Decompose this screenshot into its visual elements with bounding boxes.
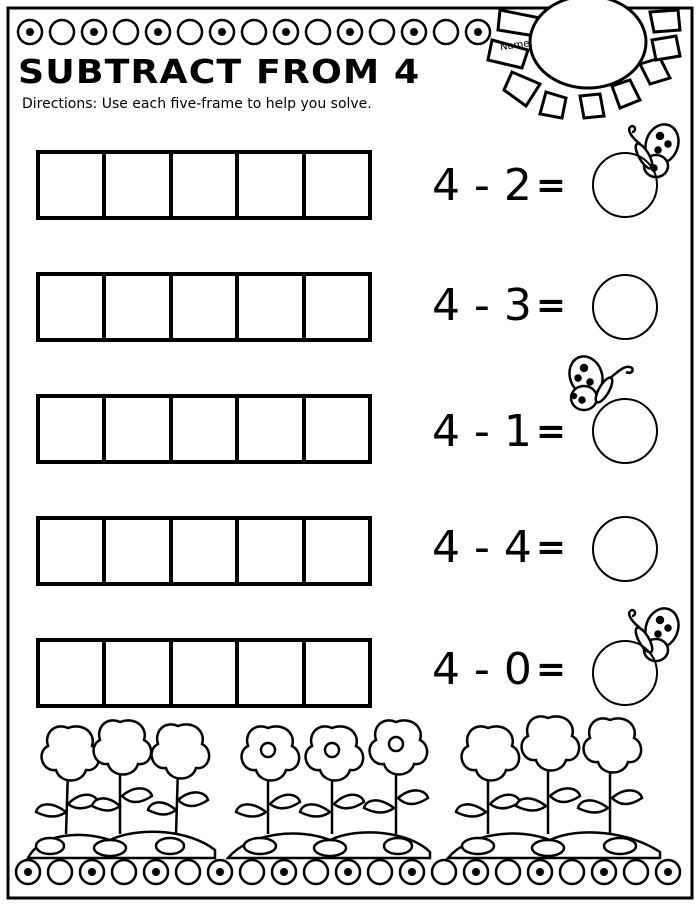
minus-sign: - xyxy=(474,280,490,331)
flower-icon xyxy=(456,726,520,834)
sun-icon xyxy=(488,0,680,118)
five-frame-cell[interactable] xyxy=(239,520,305,582)
subtrahend: 3 xyxy=(503,280,532,331)
subtrahend: 2 xyxy=(503,160,532,211)
minuend: 4 xyxy=(432,280,460,331)
subtrahend: 0 xyxy=(503,644,532,695)
five-frame[interactable] xyxy=(36,272,372,342)
five-frame-cell[interactable] xyxy=(173,154,239,216)
name-label: Name: xyxy=(499,37,534,54)
five-frame-cell[interactable] xyxy=(106,154,172,216)
equation xyxy=(432,640,582,700)
five-frame-cell[interactable] xyxy=(239,276,305,338)
flower-icon xyxy=(236,726,300,834)
minuend: 4 xyxy=(432,160,460,211)
minuend: 4 xyxy=(432,406,460,457)
minus-sign: - xyxy=(474,522,490,573)
top-circle-border-icon xyxy=(18,20,490,44)
subtrahend: 1 xyxy=(503,406,532,457)
flower-icon xyxy=(300,726,364,834)
five-frame-cell[interactable] xyxy=(173,520,239,582)
five-frame-cell[interactable] xyxy=(239,642,305,704)
equals-sign: = xyxy=(535,649,567,690)
five-frame[interactable] xyxy=(36,516,372,586)
minuend: 4 xyxy=(432,522,460,573)
flower-icon xyxy=(148,724,209,834)
minuend: 4 xyxy=(432,644,460,695)
five-frame-cell[interactable] xyxy=(306,520,368,582)
equals-sign: = xyxy=(535,285,567,326)
five-frame-cell[interactable] xyxy=(173,642,239,704)
five-frame-cell[interactable] xyxy=(306,276,368,338)
five-frame-cell[interactable] xyxy=(40,520,106,582)
equation xyxy=(432,518,582,578)
flower-icon xyxy=(36,726,99,834)
five-frame[interactable] xyxy=(36,638,372,708)
five-frame-cell[interactable] xyxy=(239,398,305,460)
five-frame-cell[interactable] xyxy=(40,642,106,704)
answer-circle[interactable] xyxy=(592,274,658,340)
answer-circle[interactable] xyxy=(592,398,658,464)
five-frame-cell[interactable] xyxy=(306,642,368,704)
minus-sign: - xyxy=(474,160,490,211)
five-frame[interactable] xyxy=(36,150,372,220)
equation xyxy=(432,276,582,336)
five-frame-cell[interactable] xyxy=(173,398,239,460)
flower-garden xyxy=(28,716,660,858)
five-frame-cell[interactable] xyxy=(306,398,368,460)
flower-icon xyxy=(92,720,152,834)
flower-icon xyxy=(578,718,642,834)
five-frame-cell[interactable] xyxy=(106,520,172,582)
five-frame-cell[interactable] xyxy=(106,398,172,460)
subtrahend: 4 xyxy=(503,522,532,573)
five-frame-cell[interactable] xyxy=(40,154,106,216)
page-title: SUBTRACT FROM 4 xyxy=(18,52,421,91)
equation xyxy=(432,156,582,216)
five-frame-cell[interactable] xyxy=(306,154,368,216)
five-frame-cell[interactable] xyxy=(106,276,172,338)
five-frame-cell[interactable] xyxy=(239,154,305,216)
answer-circle[interactable] xyxy=(592,640,658,706)
equals-sign: = xyxy=(535,165,567,206)
answer-circle[interactable] xyxy=(592,152,658,218)
equation xyxy=(432,402,582,462)
equals-sign: = xyxy=(535,527,567,568)
five-frame-cell[interactable] xyxy=(40,398,106,460)
five-frame[interactable] xyxy=(36,394,372,464)
directions-text: Directions: Use each five-frame to help you solve. xyxy=(22,96,372,112)
minus-sign: - xyxy=(474,406,490,457)
answer-circle[interactable] xyxy=(592,516,658,582)
five-frame-cell[interactable] xyxy=(173,276,239,338)
minus-sign: - xyxy=(474,644,490,695)
flower-icon xyxy=(516,716,580,834)
equals-sign: = xyxy=(535,411,567,452)
flower-icon xyxy=(364,720,428,834)
five-frame-cell[interactable] xyxy=(40,276,106,338)
five-frame-cell[interactable] xyxy=(106,642,172,704)
